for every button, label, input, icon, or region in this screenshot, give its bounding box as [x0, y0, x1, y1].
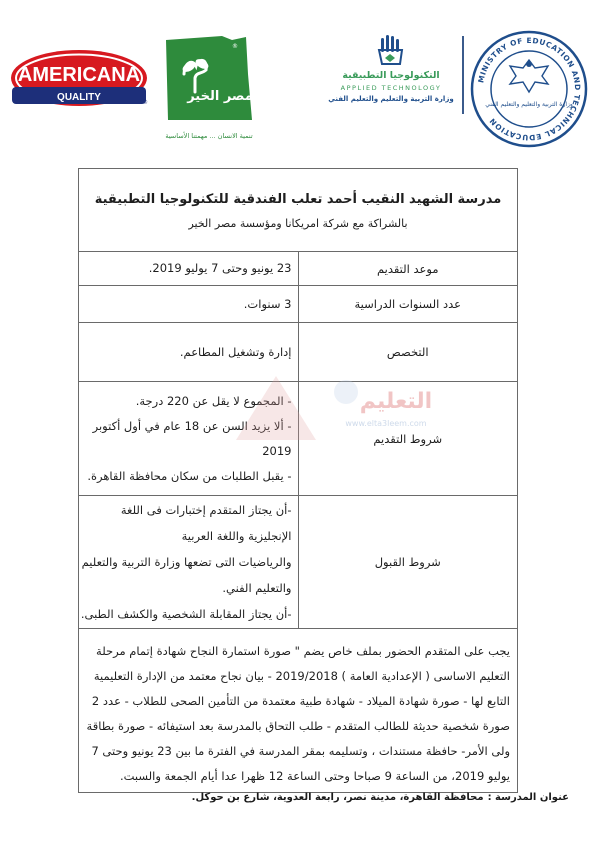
egypt-map-icon	[162, 34, 256, 126]
partnership-subtitle: بالشراكة مع شركة امريكانا ومؤسسة مصر الخير	[188, 217, 408, 230]
value-application-date	[79, 252, 299, 286]
value-specialization	[79, 323, 299, 382]
school-address	[188, 792, 569, 803]
value-line: - ألا يزيد السن عن 18 عام في أول أكتوبر 2019	[92, 418, 292, 458]
value-application-conditions	[79, 382, 299, 496]
value-study-years	[79, 286, 299, 323]
americana-name: AMERICANA	[17, 64, 141, 86]
address-text: محافظة القاهرة، مدينة نصر، رابعة العدوية، شارع بن حوكل.	[191, 792, 484, 803]
value-line: إدارة وتشغيل المطاعم.	[179, 344, 292, 359]
applied-tech-arabic-name: التكنولوجيا التطبيقية	[342, 70, 440, 81]
hand-icon	[376, 34, 406, 68]
misr-elkheir-logo	[162, 34, 256, 140]
label-acceptance-conditions: شروط القبول	[298, 496, 518, 629]
value-line: 23 يونيو وحتى 7 يوليو 2019.	[148, 261, 292, 275]
table-row	[79, 323, 518, 382]
svg-text:MINISTRY OF EDUCATION AND TECH	[476, 36, 582, 142]
header-divider	[462, 36, 464, 114]
registered-mark: ®	[142, 99, 148, 106]
table-row	[79, 629, 518, 793]
value-line: -أن يجتاز المقابلة الشخصية والكشف الطبى.	[80, 607, 292, 621]
label-application-date: موعد التقديم	[298, 252, 518, 286]
applied-technology-logo	[326, 34, 456, 114]
value-line: - المجموع لا يقل عن 220 درجة.	[135, 393, 292, 408]
school-title: مدرسة الشهيد النقيب أحمد تعلب الفندقية للتكنولوجيا التطبيقية	[94, 192, 502, 207]
ministry-name: وزارة التربية والتعليم والتعليم الفني	[328, 95, 454, 103]
value-acceptance-conditions	[79, 496, 299, 629]
americana-quality: QUALITY	[57, 92, 101, 103]
admission-table	[78, 168, 518, 793]
table-title-cell	[79, 169, 518, 252]
table-row	[79, 286, 518, 323]
label-specialization: التخصص	[298, 323, 518, 382]
value-line: 3 سنوات.	[243, 296, 292, 311]
seal-ring-text: MINISTRY OF EDUCATION AND TECHNICAL EDUCATION	[476, 35, 583, 143]
ministry-seal-logo	[470, 30, 588, 148]
label-study-years: عدد السنوات الدراسية	[298, 286, 518, 323]
table-row	[79, 382, 518, 496]
applied-tech-english-name: APPLIED TECHNOLOGY	[340, 84, 442, 92]
seal-arabic-text: وزارة التربية والتعليم والتعليم الفني	[485, 101, 573, 108]
required-documents-note: يجب على المتقدم الحضور بملف خاص يضم " صورة استمارة النجاح شهادة إتمام مرحلة التعليم الاساسى ( الإعدادية العامة ) 2019/2018 - بيان نجاح معتمد من الإدارة التعليمية التابع لها - صورة شهادة الميلاد - شهادة طبية معتمدة من التأمين الصحى للطلاب - عدد 2 صورة شخصية حديثة للطالب المتقدم - طلب التحاق بالمدرسة بعد استيفائه - صورة بطاقة ولى الأمر- حافظة مستندات ، وتسليمه بمقر المدرسة في الفترة ما بين 23 يونيو وحتى 7 يوليو 2019، من الساعة 9 صباحا وحتى الساعة 12 ظهرا عدا أيام الجمعة والسبت.	[79, 629, 518, 793]
misr-elkheir-name: مصر الخير	[187, 89, 253, 104]
americana-logo	[8, 46, 150, 110]
misr-elkheir-tagline: تنمية الانسان ... مهمتنا الأساسية	[165, 132, 253, 140]
table-row	[79, 252, 518, 286]
address-label: عنوان المدرسة :	[487, 792, 569, 803]
label-application-conditions: شروط التقديم	[298, 382, 518, 496]
value-line: - يقبل الطلبات من سكان محافظة القاهرة.	[87, 468, 292, 483]
table-row	[79, 496, 518, 629]
eagle-icon	[510, 60, 548, 92]
watermark-text: التعليم	[359, 389, 433, 414]
svg-text:®: ®	[232, 43, 238, 50]
value-line: والرياضيات التى تضعها وزارة التربية والتعليم والتعليم الفني.	[81, 555, 292, 595]
value-line: -أن يجتاز المتقدم إختبارات فى اللغة الإنجليزية واللغة العربية	[120, 503, 292, 543]
watermark-url: www.elta3leem.com	[345, 419, 427, 428]
